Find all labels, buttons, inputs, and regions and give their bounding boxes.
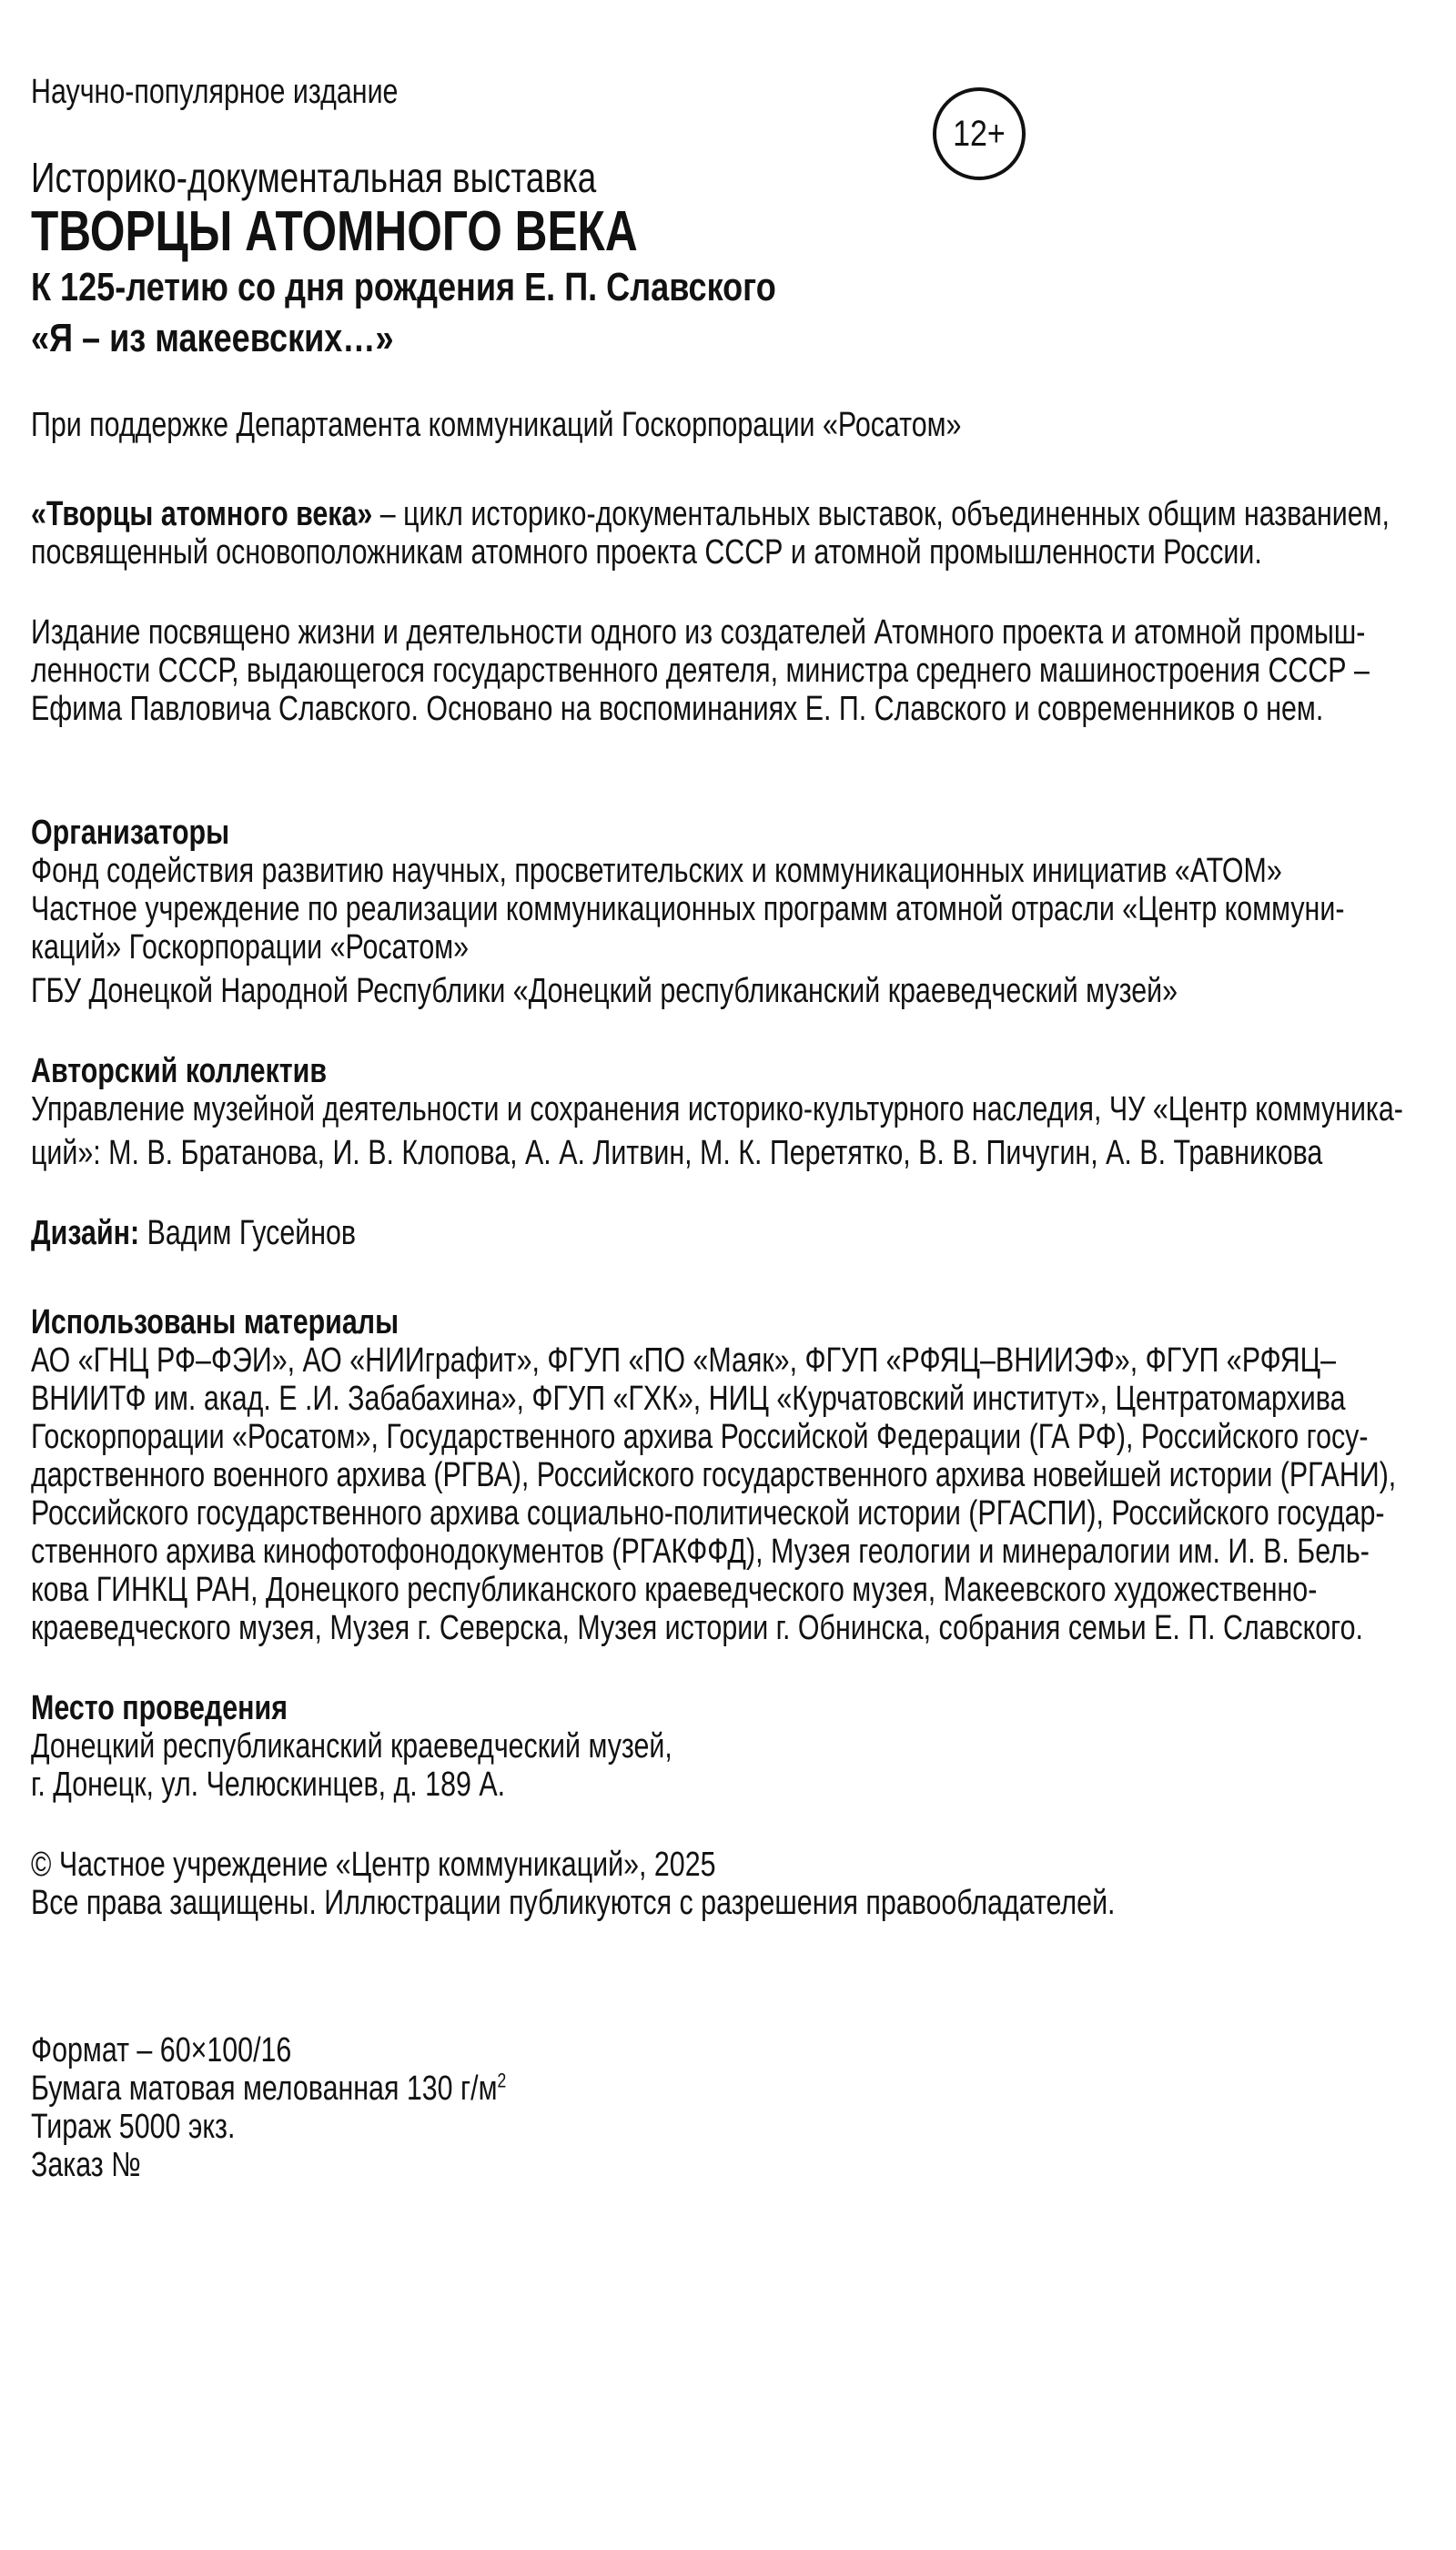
authors-line-2: ций»: М. В. Братанова, И. В. Клопова, А. А. Литвин, М. К. Перетятко, В. В. Пичугин, А. В. Травникова — [31, 1134, 1323, 1172]
cycle-bold-lead: «Творцы атомного века» — [31, 495, 373, 533]
exhibition-title: ТВОРЦЫ АТОМНОГО ВЕКА — [31, 200, 638, 263]
rights-line: Все права защищены. Иллюстрации публикуются с разрешения правообладателей. — [31, 1884, 1116, 1922]
materials-line-7: кова ГИНКЦ РАН, Донецкого республиканского краеведческого музея, Макеевского художественно- — [31, 1571, 1318, 1609]
materials-line-2: ВНИИТФ им. акад. Е .И. Забабахина», ФГУП «ГХК», НИЦ «Курчатовский институт», Центратомархива — [31, 1380, 1346, 1418]
age-rating-badge: 12+ — [933, 87, 1026, 180]
cycle-line-2: посвященный основоположникам атомного проекта СССР и атомной промышленности России. — [31, 533, 1262, 572]
design-name: Вадим Гусейнов — [139, 1214, 357, 1252]
imprint-type: Научно-популярное издание — [31, 73, 399, 111]
venue-address — [31, 1727, 1436, 1804]
materials-line-3: Госкорпорации «Росатом», Государственного архива Российской Федерации (ГА РФ), Российского госу- — [31, 1418, 1369, 1456]
materials-line-4: дарственного военного архива (РГВА), Российского государственного архива новейшей истории (РГАНИ), — [31, 1456, 1397, 1494]
quote-line: «Я – из макеевских…» — [31, 316, 394, 360]
order-line: Заказ № — [31, 2146, 141, 2184]
materials-line-5: Российского государственного архива социально-политической истории (РГАСПИ), Российского государ- — [31, 1494, 1385, 1533]
materials-heading: Использованы материалы — [31, 1303, 399, 1341]
cycle-line-1 — [31, 495, 1436, 533]
materials-line-1: АО «ГНЦ РФ–ФЭИ», АО «НИИграфит», ФГУП «ПО «Маяк», ФГУП «РФЯЦ–ВНИИЭФ», ФГУП «РФЯЦ– — [31, 1341, 1337, 1380]
copyright-line: © Частное учреждение «Центр коммуникаций», 2025 — [31, 1846, 716, 1884]
organizers-list — [31, 852, 1436, 1010]
paper-line: Бумага матовая мелованная 130 $г/м^2$ — [31, 2069, 507, 2108]
authors-heading: Авторский коллектив — [31, 1052, 328, 1090]
authors-list — [31, 1090, 1436, 1172]
imprint-page — [31, 73, 1436, 2184]
organizer-line-3: каций» Госкорпорации «Росатом» — [31, 928, 470, 966]
paper-superscript: 2 — [497, 2069, 507, 2092]
dedication-line-1: Издание посвящено жизни и деятельности одного из создателей Атомного проекта и атомной промыш- — [31, 613, 1366, 652]
materials-list — [31, 1341, 1436, 1647]
anniversary-line: К 125-летию со дня рождения Е. П. Славского — [31, 265, 776, 309]
organizers-heading: Организаторы — [31, 814, 230, 852]
materials-line-6: ственного архива кинофотофонодокументов (РГАКФФД), Музея геологии и минералогии им. И. В. Бель- — [31, 1533, 1370, 1571]
copyright-block — [31, 1846, 1436, 1922]
cycle-description — [31, 495, 1436, 572]
dedication-paragraph — [31, 613, 1436, 728]
organizer-line-2: Частное учреждение по реализации коммуникационных программ атомной отрасли «Центр коммуни- — [31, 890, 1345, 928]
support-line: При поддержке Департамента коммуникаций Госкорпорации «Росатом» — [31, 406, 962, 444]
materials-line-8: краеведческого музея, Музея г. Северска, Музея истории г. Обнинска, собрания семьи Е. П. Славского. — [31, 1609, 1363, 1647]
print-run-line: Тираж 5000 экз. — [31, 2108, 236, 2146]
print-specs — [31, 2031, 1436, 2184]
authors-line-1: Управление музейной деятельности и сохранения историко-культурного наследия, ЧУ «Центр коммуника- — [31, 1090, 1403, 1128]
dedication-line-3: Ефима Павловича Славского. Основано на воспоминаниях Е. П. Славского и современников о нем. — [31, 690, 1324, 728]
series-subtitle: Историко-документальная выставка — [31, 154, 597, 201]
design-label: Дизайн: — [31, 1214, 140, 1252]
dedication-line-2: ленности СССР, выдающегося государственного деятеля, министра среднего машиностроения СССР – — [31, 652, 1370, 690]
format-line: Формат – 60×100/16 — [31, 2031, 292, 2069]
venue-heading: Место проведения — [31, 1689, 288, 1727]
cycle-rest: – цикл историко-документальных выставок, объединенных общим названием, — [372, 495, 1390, 533]
organizer-line-4: ГБУ Донецкой Народной Республики «Донецкий республиканский краеведческий музей» — [31, 972, 1178, 1010]
design-credit — [31, 1214, 1436, 1252]
venue-line-2: г. Донецк, ул. Челюскинцев, д. 189 А. — [31, 1766, 506, 1804]
venue-line-1: Донецкий республиканский краеведческий музей, — [31, 1727, 672, 1766]
organizer-line-1: Фонд содействия развитию научных, просветительских и коммуникационных инициатив «АТОМ» — [31, 852, 1282, 890]
